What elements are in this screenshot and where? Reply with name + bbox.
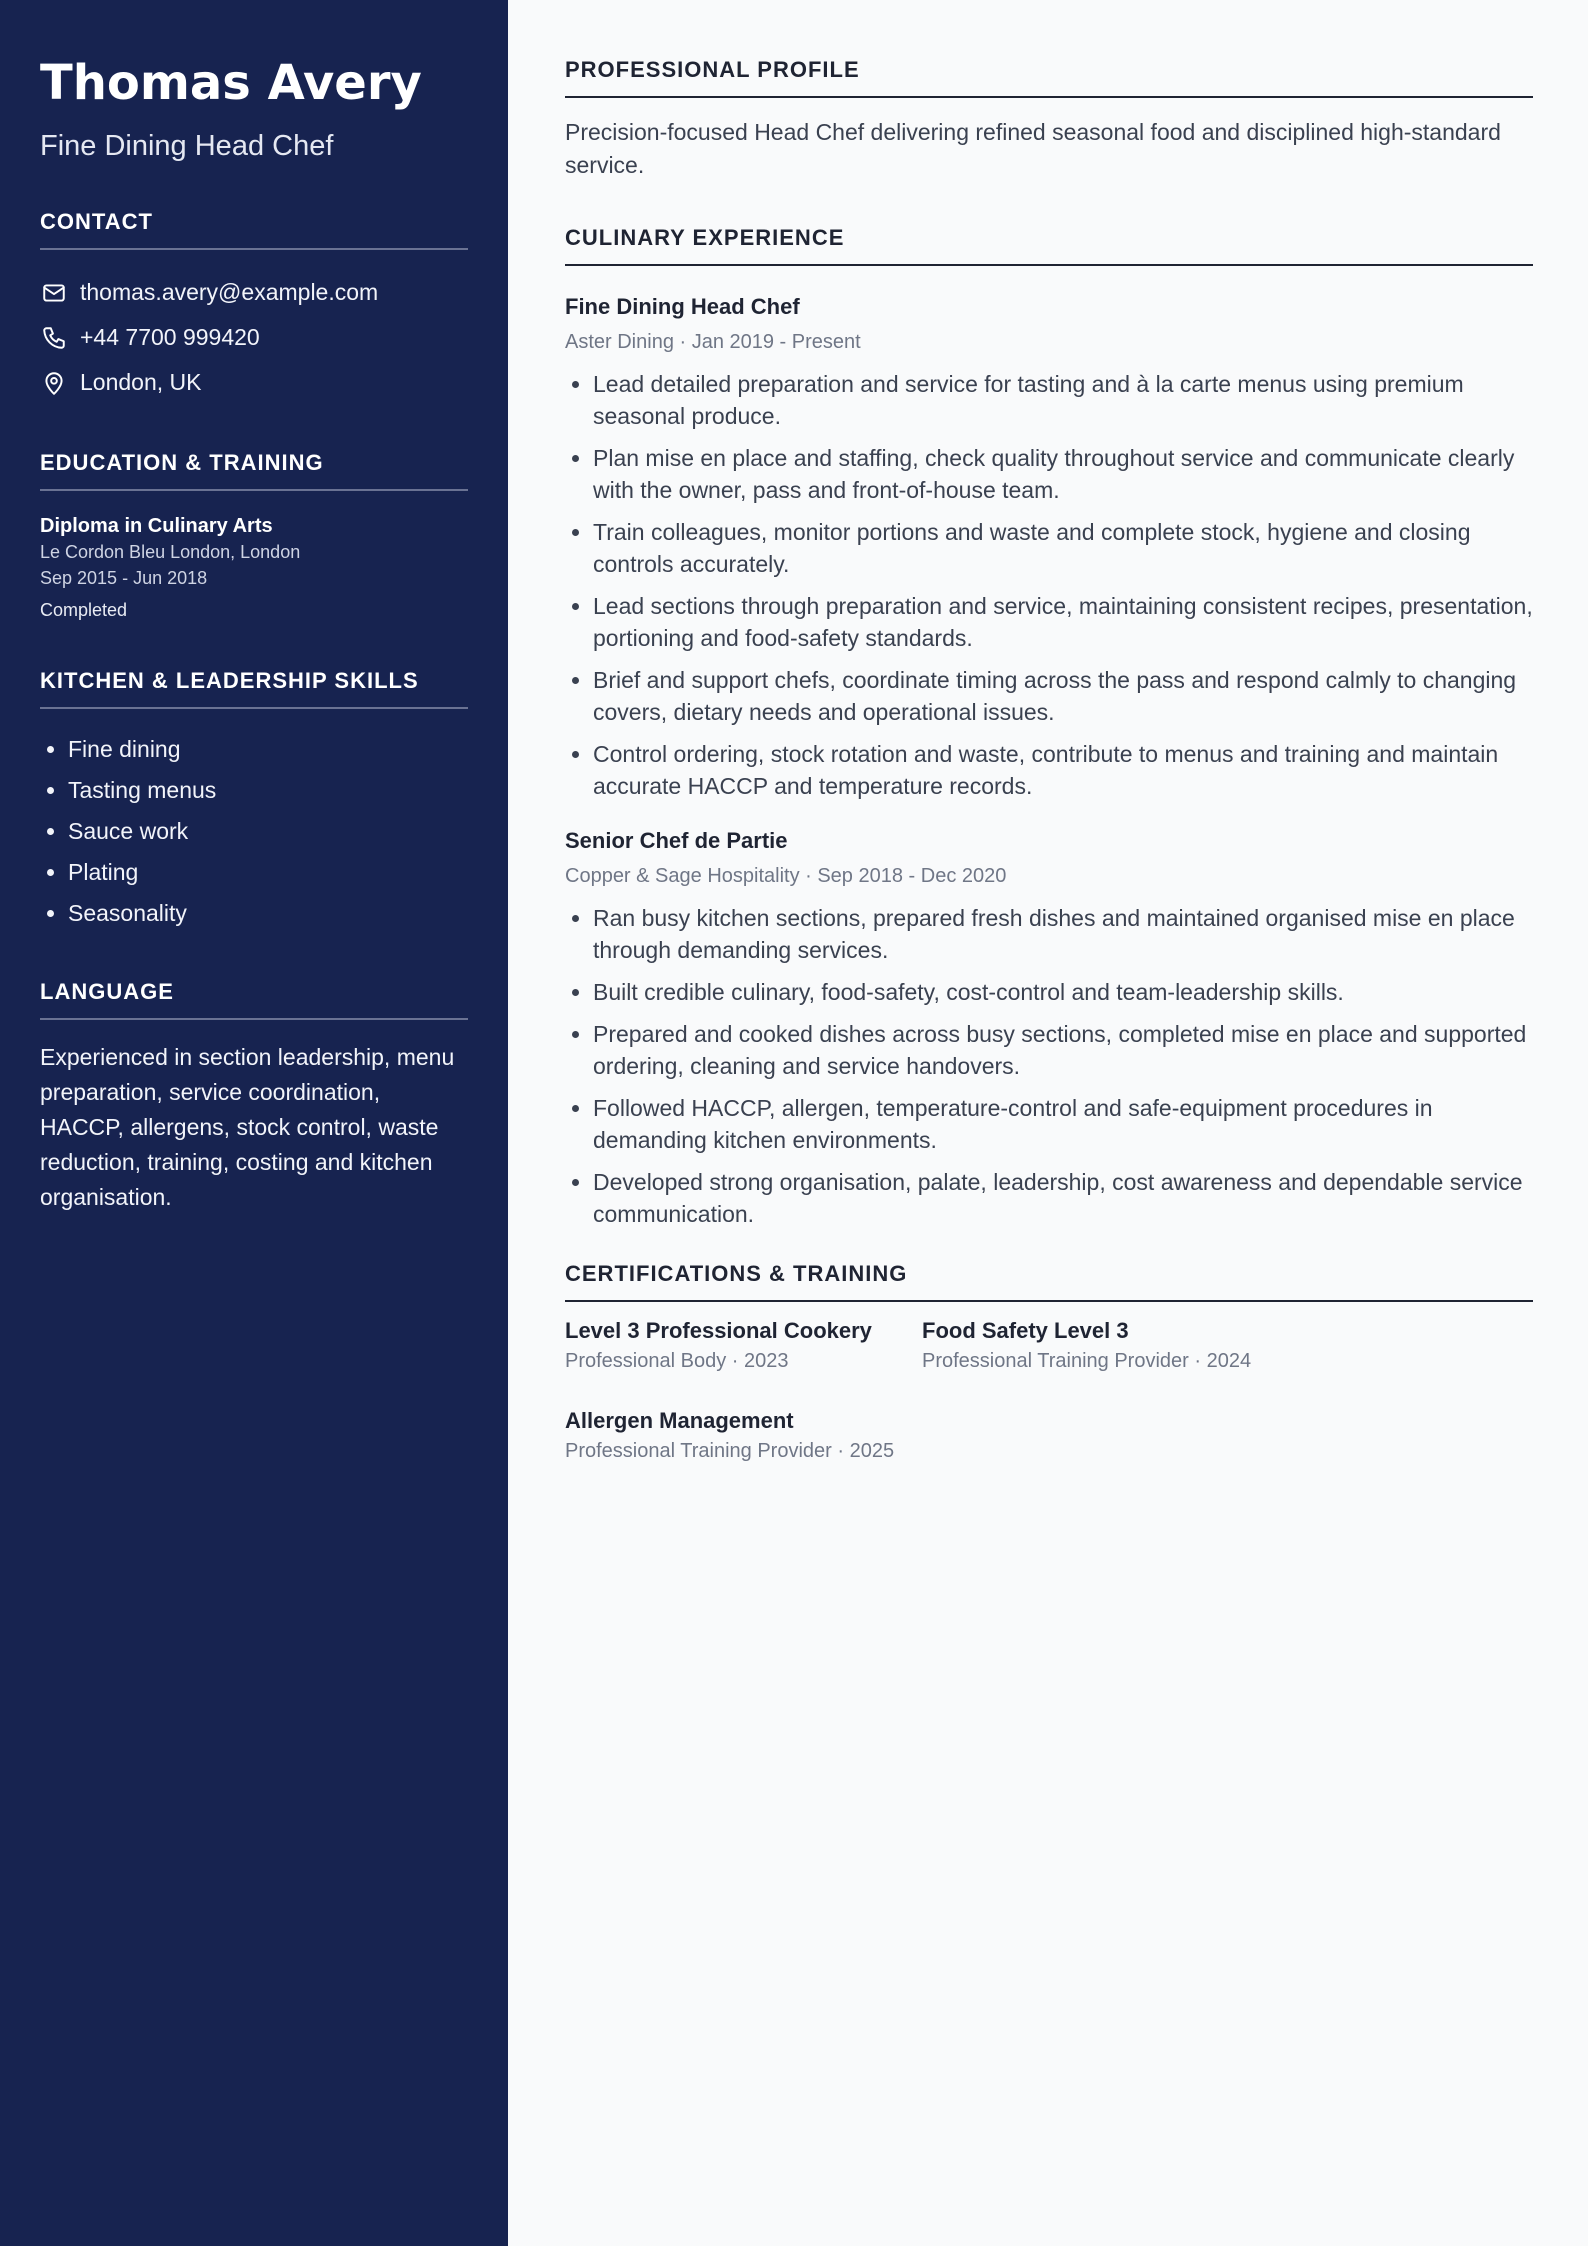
skill-item: • Seasonality <box>68 893 468 934</box>
experience-section <box>565 224 1533 1230</box>
job-bullets <box>565 368 1533 802</box>
education-dates: Sep 2015 - Jun 2018 <box>40 568 208 588</box>
job-bullet: • Plan mise en place and staffing, check quality throughout service and communicate clearly with the owner, pass and front-of-house team. <box>593 442 1533 506</box>
contact-heading: CONTACT <box>40 208 468 250</box>
candidate-role: Fine Dining Head Chef <box>40 130 334 162</box>
skill-item: • Sauce work <box>68 811 468 852</box>
education-school: Le Cordon Bleu London, London <box>40 542 301 562</box>
location-text: London, UK <box>80 369 202 395</box>
skill-item: • Fine dining <box>68 729 468 770</box>
certifications-section <box>565 1260 1533 1496</box>
phone-text: +44 7700 999420 <box>80 324 260 350</box>
profile-heading: PROFESSIONAL PROFILE <box>565 56 1533 98</box>
education-title: Diploma in Culinary Arts <box>40 515 273 537</box>
contact-location <box>40 360 468 405</box>
contact-email[interactable] <box>40 270 468 315</box>
profile-text: Precision-focused Head Chef delivering refined seasonal food and disciplined high-standard service. <box>565 119 1501 178</box>
education-heading: EDUCATION & TRAINING <box>40 449 468 491</box>
map-pin-icon <box>40 369 68 397</box>
certification-title: Food Safety Level 3 <box>922 1318 1129 1343</box>
language-heading: LANGUAGE <box>40 978 468 1020</box>
experience-heading: CULINARY EXPERIENCE <box>565 224 1533 266</box>
job-bullet: • Developed strong organisation, palate, leadership, cost awareness and dependable service communication. <box>593 1166 1533 1230</box>
certifications-heading: CERTIFICATIONS & TRAINING <box>565 1260 1533 1302</box>
certification-item <box>922 1316 1522 1376</box>
main-content <box>565 56 1533 1496</box>
mail-icon <box>40 279 68 307</box>
contact-list <box>40 270 468 405</box>
job-bullet: • Ran busy kitchen sections, prepared fresh dishes and maintained organised mise en place through demanding services. <box>593 902 1533 966</box>
certification-meta: Professional Body · 2023 <box>565 1350 789 1372</box>
skill-item: • Plating <box>68 852 468 893</box>
job-title: Senior Chef de Partie <box>565 828 788 853</box>
certification-title: Level 3 Professional Cookery <box>565 1318 872 1343</box>
job-bullet: • Train colleagues, monitor portions and waste and complete stock, hygiene and closing controls accurately. <box>593 516 1533 580</box>
certifications-grid <box>565 1316 1533 1496</box>
certification-meta: Professional Training Provider · 2024 <box>922 1350 1252 1372</box>
job-title: Fine Dining Head Chef <box>565 294 800 319</box>
job-entry <box>565 292 1533 802</box>
job-entry <box>565 826 1533 1230</box>
contact-phone[interactable] <box>40 315 468 360</box>
profile-section <box>565 56 1533 182</box>
sidebar <box>0 0 508 2246</box>
certification-title: Allergen Management <box>565 1408 794 1433</box>
job-bullets <box>565 902 1533 1230</box>
job-bullet: • Prepared and cooked dishes across busy sections, completed mise en place and supported ordering, cleaning and service handovers. <box>593 1018 1533 1082</box>
certification-item <box>565 1316 922 1376</box>
job-bullet: • Lead sections through preparation and service, maintaining consistent recipes, presentation, portioning and food-safety standards. <box>593 590 1533 654</box>
skill-item: • Tasting menus <box>68 770 468 811</box>
job-bullet: • Lead detailed preparation and service for tasting and à la carte menus using premium seasonal produce. <box>593 368 1533 432</box>
certification-meta: Professional Training Provider · 2025 <box>565 1440 895 1462</box>
job-bullet: • Built credible culinary, food-safety, cost-control and team-leadership skills. <box>593 976 1533 1008</box>
language-text: Experienced in section leadership, menu preparation, service coordination, HACCP, allergens, stock control, waste reduction, training, costing and kitchen organisation. <box>40 1044 455 1210</box>
skills-heading: KITCHEN & LEADERSHIP SKILLS <box>40 667 468 709</box>
job-meta: Aster Dining · Jan 2019 - Present <box>565 331 861 353</box>
phone-icon <box>40 324 68 352</box>
job-bullet: • Control ordering, stock rotation and waste, contribute to menus and training and maintain accurate HACCP and temperature records. <box>593 738 1533 802</box>
job-meta: Copper & Sage Hospitality · Sep 2018 - Dec 2020 <box>565 865 1007 887</box>
email-text: thomas.avery@example.com <box>80 279 379 305</box>
candidate-name: Thomas Avery <box>40 55 422 111</box>
skills-list <box>40 729 468 934</box>
education-status: Completed <box>40 600 128 620</box>
certification-item <box>565 1406 922 1466</box>
job-bullet: • Brief and support chefs, coordinate timing across the pass and respond calmly to changing covers, dietary needs and operational issues. <box>593 664 1533 728</box>
job-bullet: • Followed HACCP, allergen, temperature-control and safe-equipment procedures in demanding kitchen environments. <box>593 1092 1533 1156</box>
